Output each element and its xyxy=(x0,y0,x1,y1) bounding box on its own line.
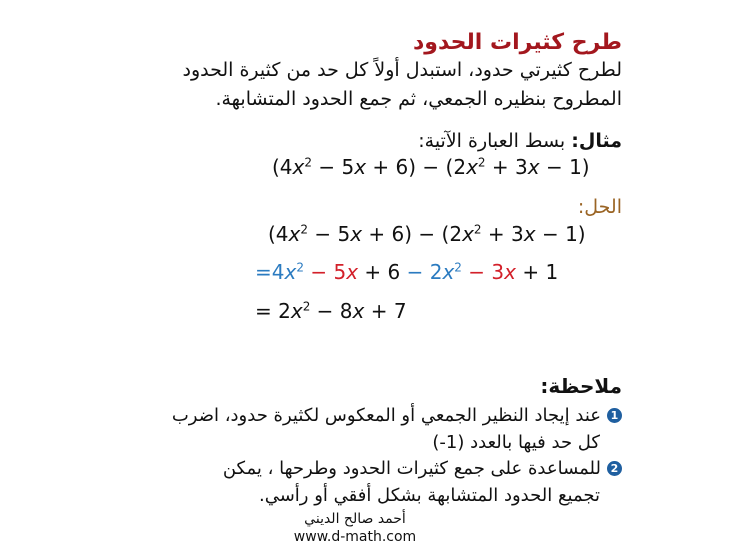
note-1-line-2: كل حد فيها بالعدد (1-) xyxy=(432,432,600,453)
note-item-2 xyxy=(223,455,622,509)
solution-step-1: $(4x^2 - 5x + 6) - (2x^2 + 3x - 1)$ xyxy=(268,222,586,246)
solution-step-2: $=4x^2 - 5x + 6 - 2x^2 - 3x + 1$ xyxy=(255,260,559,284)
note-item-1 xyxy=(172,402,622,456)
intro-line-1: لطرح كثيرتي حدود، استبدل أولاً كل حد من كثيرة الحدود xyxy=(182,59,622,81)
example-label: مثال: xyxy=(571,130,622,152)
intro-line-2: المطروح بنظيره الجمعي، ثم جمع الحدود المتشابهة. xyxy=(215,88,622,110)
author-name: أحمد صالح الديني xyxy=(304,511,406,527)
number-2-icon: 2 xyxy=(607,461,622,476)
example-text: بسط العبارة الآتية: xyxy=(418,130,572,152)
example-heading xyxy=(418,130,622,152)
note-2-line-2: تجميع الحدود المتشابهة بشكل أفقي أو رأسي. xyxy=(258,485,600,506)
number-1-icon: 1 xyxy=(607,408,622,423)
notes-title: ملاحظة: xyxy=(540,374,622,398)
intro-paragraph xyxy=(182,56,622,114)
page-title: طرح كثيرات الحدود xyxy=(413,30,622,55)
solution-label: الحل: xyxy=(577,196,622,218)
solution-step-3: = $2x^2 - 8x + 7$ xyxy=(255,299,407,323)
note-1-line-1: عند إيجاد النظير الجمعي أو المعكوس لكثيرة حدود، اضرب xyxy=(171,405,601,426)
note-2-line-1: للمساعدة على جمع كثيرات الحدود وطرحها ، يمكن xyxy=(222,458,601,479)
website-link[interactable]: www.d-math.com xyxy=(293,529,417,545)
example-expression: $(4x^2 - 5x + 6) - (2x^2 + 3x - 1)$ xyxy=(272,155,590,179)
